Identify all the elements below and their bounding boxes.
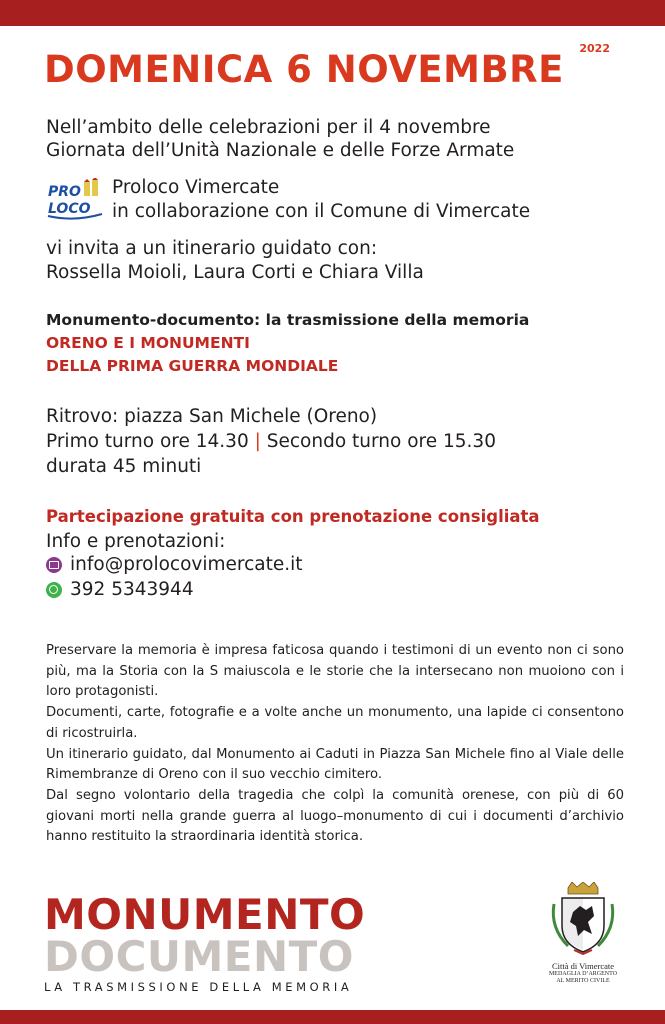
logo-line-2: DOCUMENTO xyxy=(44,932,354,981)
body-paragraph-3: Un itinerario guidato, dal Monumento ai Caduti in Piazza San Michele fino al Viale delle Rimembranze di Oreno con il suo vecchio cimitero. xyxy=(46,746,624,783)
logo-tagline: LA TRASMISSIONE DELLA MEMORIA xyxy=(44,980,353,994)
mail-icon xyxy=(46,557,62,573)
organizer-name: Proloco Vimercate xyxy=(112,177,280,198)
turn-separator: | xyxy=(254,431,261,452)
headline-text: DOMENICA 6 NOVEMBRE xyxy=(44,48,564,91)
event-title-line-2: DELLA PRIMA GUERRA MONDIALE xyxy=(46,357,339,375)
proloco-logo-icon xyxy=(44,178,106,222)
city-medal-line-2: AL MERITO CIVILE xyxy=(556,978,610,984)
body-paragraph-4: Dal segno volontario della tragedia che colpì la comunità orenese, con più di 60 giovani morti nella grande guerra al luogo–monumento di cui i documenti d’archivio hanno restituito la straordinaria identità storica. xyxy=(46,787,624,845)
intro-line-1: Nell’ambito delle celebrazioni per il 4 novembre xyxy=(46,117,491,138)
svg-text:LOCO: LOCO xyxy=(48,201,91,217)
body-paragraph-2: Documenti, carte, fotografie e a volte anche un monumento, una lapide ci consentono di ricostruirla. xyxy=(46,705,624,741)
event-subtitle: Monumento-documento: la trasmissione della memoria xyxy=(46,311,530,329)
monumento-documento-logo xyxy=(44,890,394,994)
duration: durata 45 minuti xyxy=(46,456,202,477)
body-paragraph-1: Preservare la memoria è impresa faticosa quando i testimoni di un evento non ci sono più, ma la Storia con la S maiuscola e le storie che la intersecano non muoiono con i loro protagonisti. xyxy=(46,643,624,700)
info-label: Info e prenotazioni: xyxy=(46,531,226,552)
meeting-point: Ritrovo: piazza San Michele (Oreno) xyxy=(46,406,378,427)
city-crest xyxy=(540,882,626,990)
event-title-line-1: ORENO E I MONUMENTI xyxy=(46,334,250,352)
top-band xyxy=(0,0,665,26)
first-turn: Primo turno ore 14.30 xyxy=(46,431,249,452)
whatsapp-icon xyxy=(46,582,62,598)
city-medal-line-1: MEDAGLIA D’ARGENTO xyxy=(548,971,618,977)
city-crest-icon xyxy=(548,882,618,956)
organizer-collab: in collaborazione con il Comune di Vimercate xyxy=(112,201,531,222)
invite-line: vi invita a un itinerario guidato con: xyxy=(46,238,378,259)
guides-line: Rossella Moioli, Laura Corti e Chiara Villa xyxy=(46,262,424,283)
bottom-band xyxy=(0,1010,665,1024)
booking-title: Partecipazione gratuita con prenotazione consigliata xyxy=(46,507,540,526)
body-text xyxy=(46,641,624,848)
svg-text:PRO: PRO xyxy=(48,184,81,200)
second-turn: Secondo turno ore 15.30 xyxy=(266,431,496,452)
phone-number[interactable]: 392 5343944 xyxy=(70,579,194,600)
intro-line-2: Giornata dell’Unità Nazionale e delle Forze Armate xyxy=(46,140,515,161)
email-link[interactable]: info@prolocovimercate.it xyxy=(70,554,303,575)
headline xyxy=(44,42,624,98)
logo-line-1: MONUMENTO xyxy=(44,890,366,939)
email-row[interactable] xyxy=(46,554,303,575)
year-label: 2022 xyxy=(579,42,610,55)
city-name: Città di Vimercate xyxy=(551,961,615,971)
phone-row[interactable] xyxy=(46,579,194,600)
turns-line xyxy=(46,428,496,455)
